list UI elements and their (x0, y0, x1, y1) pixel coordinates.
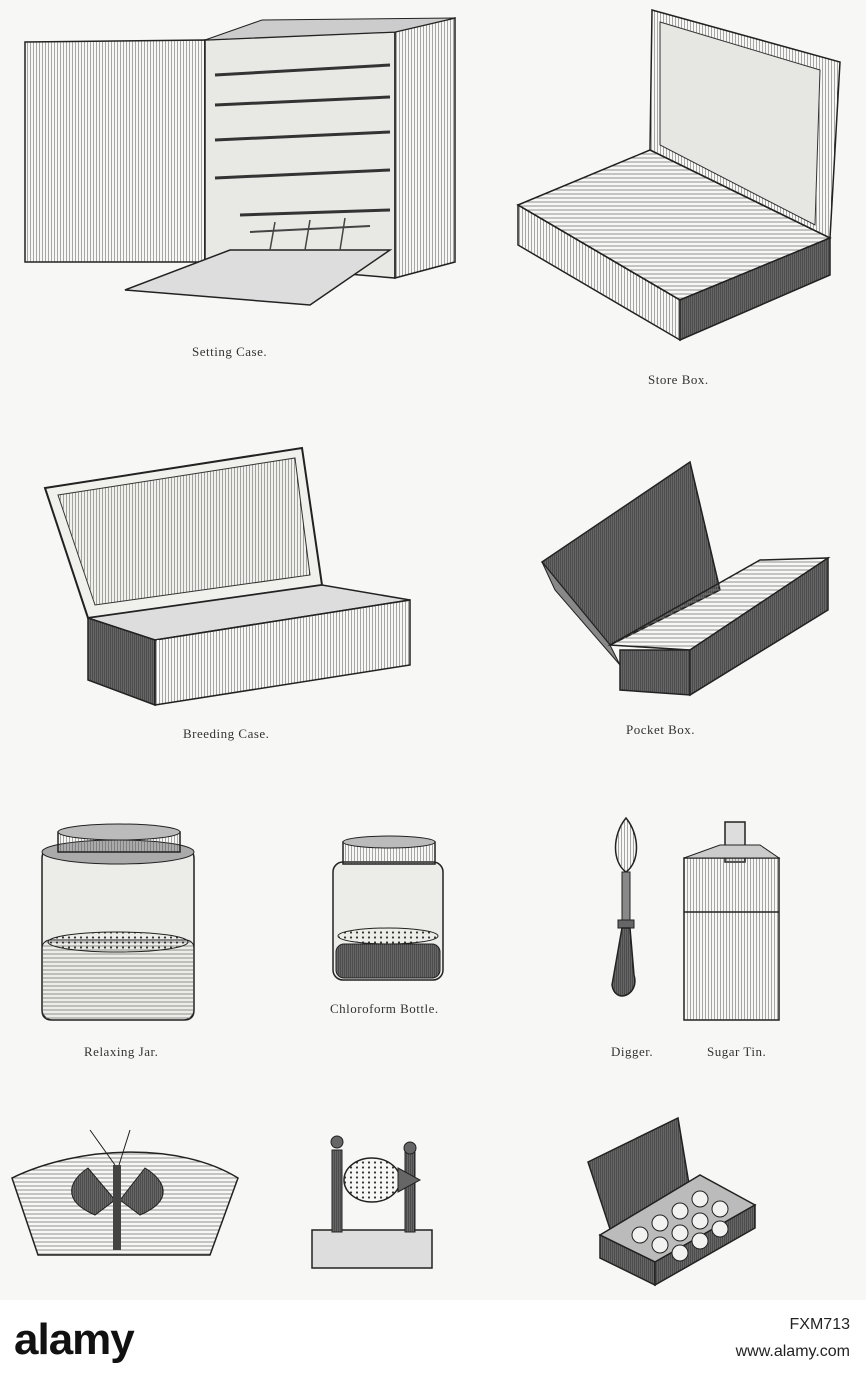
setting-board-illustration (12, 1130, 238, 1255)
sugar-tin-illustration (684, 822, 779, 1020)
brand-url: www.alamy.com (735, 1343, 850, 1360)
digger-illustration (612, 818, 637, 996)
caption-sugar-tin: Sugar Tin. (707, 1044, 767, 1059)
caption-pocket-box: Pocket Box. (626, 722, 696, 737)
image-id: FXM713 (789, 1316, 850, 1333)
store-box-illustration (518, 10, 840, 340)
chloroform-bottle-illustration (333, 836, 443, 980)
caption-store-box: Store Box. (648, 372, 709, 387)
breeding-case-illustration (45, 448, 410, 705)
caption-chloroform-bottle: Chloroform Bottle. (330, 1001, 439, 1016)
caption-setting-case: Setting Case. (192, 344, 268, 359)
caption-digger: Digger. (611, 1044, 654, 1059)
tin-box-illustration (588, 1118, 755, 1285)
relaxing-jar-illustration (42, 824, 194, 1020)
spool-stand-illustration (312, 1136, 432, 1268)
caption-relaxing-jar: Relaxing Jar. (84, 1044, 159, 1059)
brand-logo: alamy (14, 1315, 134, 1364)
caption-breeding-case: Breeding Case. (183, 726, 270, 741)
setting-case-illustration (25, 18, 455, 305)
pocket-box-illustration (542, 462, 828, 695)
